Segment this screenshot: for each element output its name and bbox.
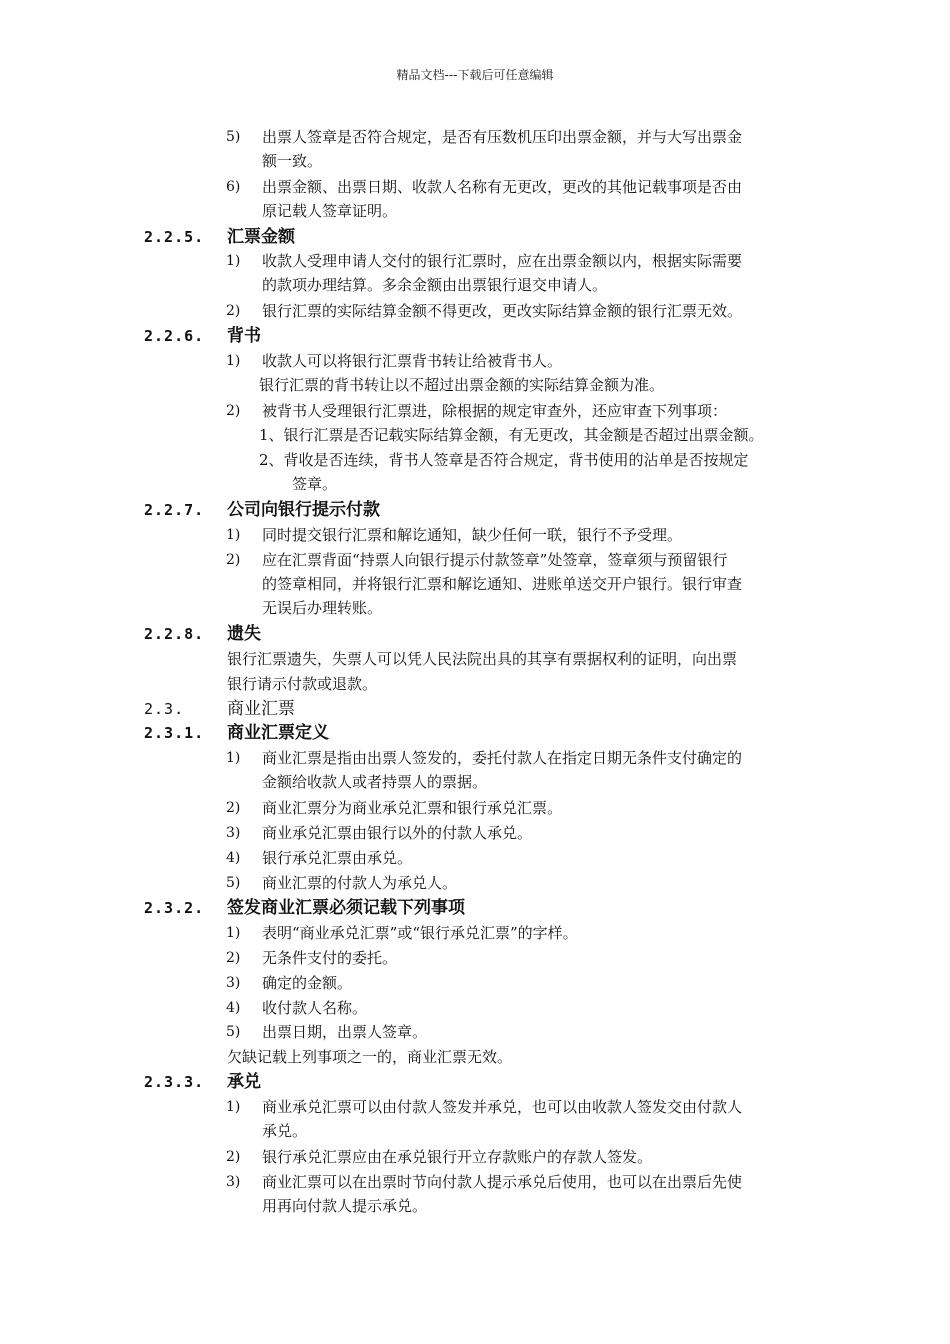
list-item-text: 出票金额、出票日期、收款人名称有无更改，更改的其他记载事项是否由 (262, 178, 743, 196)
paragraph-text: 银行汇票遗失，失票人可以凭人民法院出具的其享有票据权利的证明，向出票 (227, 650, 738, 668)
paragraph-text: 欠缺记载上列事项之一的，商业汇票无效。 (227, 1048, 513, 1066)
list-item-text: 用再向付款人提示承兑。 (262, 1197, 428, 1215)
list-number: 2) (226, 800, 241, 816)
list-item-text: 出票日期，出票人签章。 (262, 1023, 428, 1041)
list-item-text: 银行汇票的实际结算金额不得更改，更改实际结算金额的银行汇票无效。 (262, 302, 743, 320)
list-item-text: 签章。 (292, 475, 338, 493)
list-item-text: 2、背收是否连续，背书人签章是否符合规定，背书使用的沾单是否按规定 (259, 451, 749, 469)
section-title: 商业汇票定义 (227, 723, 329, 743)
list-number: 2) (226, 403, 241, 419)
list-item-text: 无条件支付的委托。 (262, 949, 398, 967)
section-number: 2.2.5. (144, 228, 205, 246)
section-title: 背书 (227, 326, 261, 346)
section-title: 公司向银行提示付款 (227, 500, 380, 520)
section-number: 2.3.2. (144, 899, 205, 917)
section-title: 汇票金额 (227, 227, 295, 247)
list-number: 1) (226, 925, 241, 941)
list-number: 1) (226, 750, 241, 766)
list-number: 2) (226, 552, 241, 568)
list-number: 1) (226, 253, 241, 269)
section-title: 签发商业汇票必须记载下列事项 (227, 898, 465, 918)
list-number: 4) (226, 850, 241, 866)
list-number: 5) (226, 875, 241, 891)
section-number: 2.3.1. (144, 724, 205, 742)
list-item-text: 收款人受理申请人交付的银行汇票时，应在出票金额以内，根据实际需要 (262, 252, 743, 270)
list-item-text: 商业承兑汇票可以由付款人签发并承兑，也可以由收款人签发交由付款人 (262, 1098, 743, 1116)
list-item-text: 被背书人受理银行汇票进，除根据的规定审查外，还应审查下列事项： (262, 402, 728, 420)
list-item-text: 原记载人签章证明。 (262, 202, 398, 220)
section-title: 遗失 (227, 624, 261, 644)
list-item-text: 同时提交银行汇票和解讫通知，缺少任何一联，银行不予受理。 (262, 526, 683, 544)
section-number: 2.3. (144, 700, 185, 718)
list-item-text: 商业承兑汇票由银行以外的付款人承兑。 (262, 824, 533, 842)
list-number: 6) (226, 179, 241, 195)
list-number: 1) (226, 353, 241, 369)
list-number: 5) (226, 1024, 241, 1040)
list-item-text: 的款项办理结算。多余金额由出票银行退交申请人。 (262, 276, 608, 294)
page-header: 精品文档---下载后可任意编辑 (396, 68, 554, 82)
list-number: 5) (226, 129, 241, 145)
list-item-text: 的签章相同，并将银行汇票和解讫通知、进账单送交开户银行。银行审查 (262, 575, 743, 593)
list-number: 3) (226, 975, 241, 991)
list-item-text: 收款人可以将银行汇票背书转让给被背书人。 (262, 352, 563, 370)
list-item-text: 银行承兑汇票应由在承兑银行开立存款账户的存款人签发。 (262, 1148, 653, 1166)
list-item-text: 额一致。 (262, 152, 323, 170)
list-item-text: 无误后办理转账。 (262, 599, 383, 617)
list-item-text: 出票人签章是否符合规定，是否有压数机压印出票金额，并与大写出票金 (262, 128, 743, 146)
list-item-text: 商业汇票是指由出票人签发的，委托付款人在指定日期无条件支付确定的 (262, 749, 743, 767)
list-item-text: 应在汇票背面“持票人向银行提示付款签章”处签章，签章须与预留银行 (262, 551, 728, 569)
list-item-text: 商业汇票可以在出票时节向付款人提示承兑后使用，也可以在出票后先使 (262, 1173, 743, 1191)
list-item-text: 商业汇票的付款人为承兑人。 (262, 874, 458, 892)
section-title: 商业汇票 (227, 699, 295, 719)
list-item-text: 银行汇票的背书转让以不超过出票金额的实际结算金额为准。 (259, 376, 665, 394)
section-title: 承兑 (227, 1072, 261, 1092)
list-number: 2) (226, 1149, 241, 1165)
list-item-text: 确定的金额。 (262, 974, 353, 992)
list-number: 4) (226, 1000, 241, 1016)
list-item-text: 1、银行汇票是否记载实际结算金额，有无更改，其金额是否超过出票金额。 (259, 426, 764, 444)
list-item-text: 金额给收款人或者持票人的票据。 (262, 773, 488, 791)
list-item-text: 商业汇票分为商业承兑汇票和银行承兑汇票。 (262, 799, 563, 817)
paragraph-text: 银行请示付款或退款。 (227, 675, 378, 693)
list-item-text: 表明“商业承兑汇票”或“银行承兑汇票”的字样。 (262, 924, 578, 942)
list-number: 2) (226, 303, 241, 319)
section-number: 2.2.8. (144, 625, 205, 643)
list-number: 3) (226, 825, 241, 841)
list-item-text: 银行承兑汇票由承兑。 (262, 849, 413, 867)
list-number: 2) (226, 950, 241, 966)
section-number: 2.2.6. (144, 327, 205, 345)
list-item-text: 收付款人名称。 (262, 999, 368, 1017)
list-number: 3) (226, 1174, 241, 1190)
list-item-text: 承兑。 (262, 1122, 308, 1140)
section-number: 2.2.7. (144, 501, 205, 519)
list-number: 1) (226, 527, 241, 543)
list-number: 1) (226, 1099, 241, 1115)
section-number: 2.3.3. (144, 1073, 205, 1091)
